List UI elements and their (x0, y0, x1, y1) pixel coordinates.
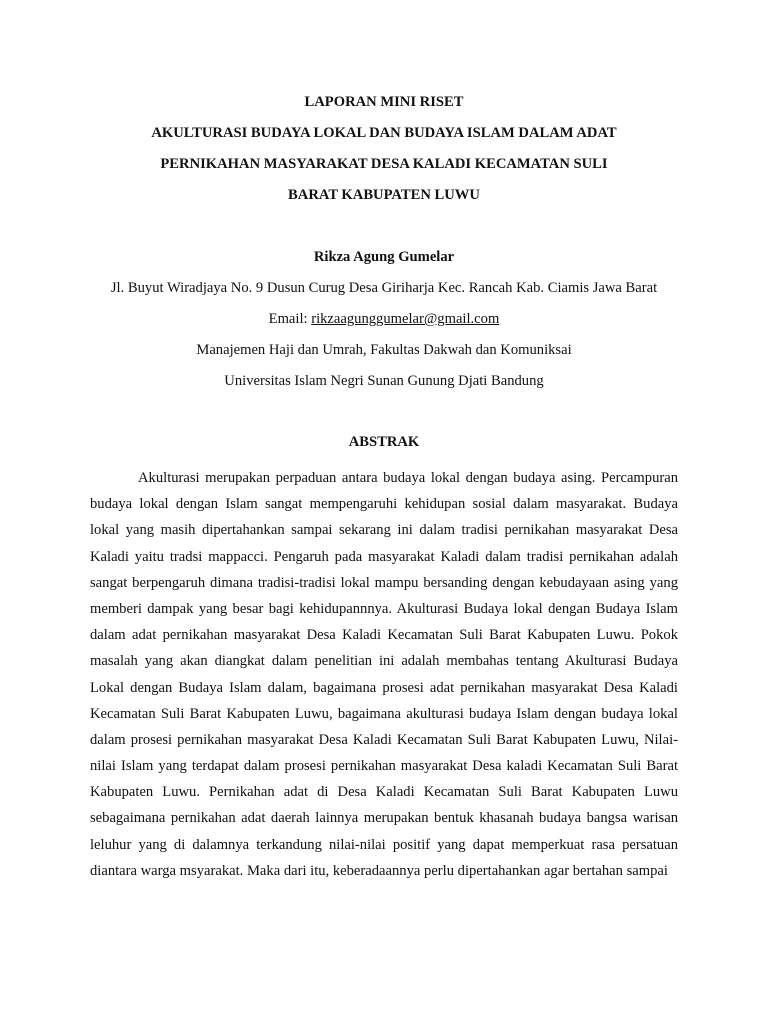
email-link[interactable]: rikzaagunggumelar@gmail.com (311, 311, 500, 327)
abstract-line: Kecamatan Suli Barat Kabupaten Luwu, bagaimana akulturasi budaya Islam dengan budaya lokal (90, 705, 678, 722)
report-type-heading: LAPORAN MINI RISET (304, 94, 464, 110)
abstract-line: sangat berpengaruh dimana tradisi-tradisi lokal mampu bersanding dengan kebudayaan asing yang (90, 574, 678, 591)
email-label: Email: (268, 311, 312, 327)
abstract-line: sebagaimana pernikahan adat daerah lainnya merupakan bentuk khasanah budaya bangsa warisan (90, 810, 678, 827)
abstract-line: leluhur yang di dalamnya terkandung nilai-nilai positif yang dapat memperkuat rasa persatuan (90, 836, 678, 853)
abstract-line: Akulturasi merupakan perpaduan antara budaya lokal dengan budaya asing. Percampuran (138, 470, 678, 486)
abstract-line: Kabupaten Luwu. Pernikahan adat di Desa Kaladi Kecamatan Suli Barat Kabupaten Luwu (90, 784, 678, 801)
abstract-line: lokal yang masih dipertahankan sampai sekarang ini dalam tradisi pernikahan masyarakat Desa (90, 522, 678, 539)
abstract-heading: ABSTRAK (348, 434, 420, 450)
author-email-line (40, 310, 728, 328)
abstract-line: nilai Islam yang terdapat dalam prosesi pernikahan masyarakat Desa kaladi Kecamatan Suli Barat (90, 758, 678, 775)
abstract-line: diantara warga msyarakat. Maka dari itu, keberadaannya perlu dipertahankan agar bertahan sampai (90, 862, 668, 879)
title-line-1: AKULTURASI BUDAYA LOKAL DAN BUDAYA ISLAM DALAM ADAT (151, 125, 617, 141)
author-name: Rikza Agung Gumelar (313, 249, 455, 265)
author-department: Manajemen Haji dan Umrah, Fakultas Dakwah dan Komuniksai (196, 342, 572, 358)
abstract-line: Lokal dengan Budaya Islam dalam, bagaimana prosesi adat pernikahan masyarakat Desa Kaladi (90, 679, 678, 696)
title-line-3: BARAT KABUPATEN LUWU (288, 187, 480, 203)
abstract-line: budaya lokal dengan Islam sangat mempengaruhi kehidupan sosial dalam masyarakat. Budaya (90, 496, 678, 513)
abstract-body (90, 465, 678, 884)
abstract-line: dalam adat pernikahan masyarakat Desa Kaladi Kecamatan Suli Barat Kabupaten Luwu. Pokok (90, 627, 678, 644)
abstract-line: memberi dampak yang besar bagi kehidupannnya. Akulturasi Budaya lokal dengan Budaya Islam (90, 600, 678, 617)
author-address: Jl. Buyut Wiradjaya No. 9 Dusun Curug Desa Giriharja Kec. Rancah Kab. Ciamis Jawa Barat (110, 280, 658, 296)
title-line-2: PERNIKAHAN MASYARAKAT DESA KALADI KECAMATAN SULI (160, 156, 608, 172)
abstract-line: Kaladi yaitu tradsi mappacci. Pengaruh pada masyarakat Kaladi dalam tradisi pernikahan adalah (90, 548, 678, 565)
author-university: Universitas Islam Negri Sunan Gunung Djati Bandung (224, 373, 544, 389)
abstract-line: masalah yang akan diangkat dalam penelitian ini adalah membahas tentang Akulturasi Budaya (90, 653, 678, 670)
abstract-line: dalam prosesi pernikahan masyarakat Desa Kaladi Kecamatan Suli Barat Kabupaten Luwu, Nilai- (90, 731, 678, 748)
